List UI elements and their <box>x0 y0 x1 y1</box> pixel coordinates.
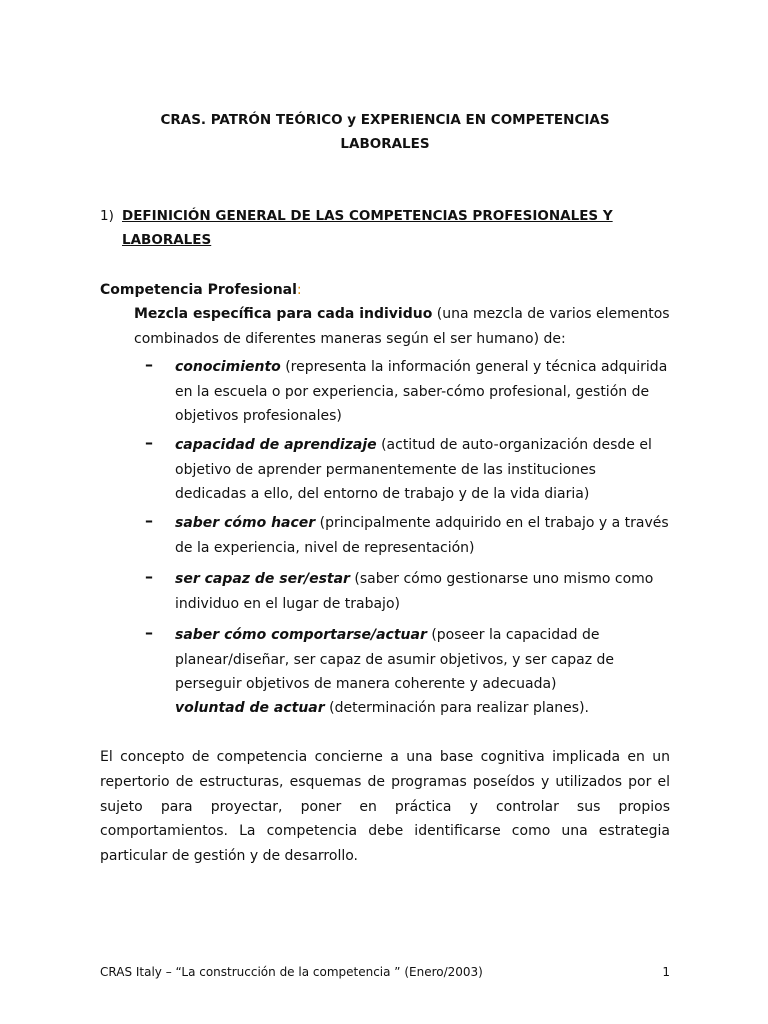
subheading <box>100 278 302 302</box>
list-item <box>145 433 670 507</box>
dash-bullet: – <box>145 355 153 374</box>
item-term: ser capaz de ser/estar <box>175 571 350 587</box>
list-item <box>145 623 670 697</box>
item-term: capacidad de aprendizaje <box>175 437 377 453</box>
item-text: (saber cómo gestionarse uno mismo como individuo en el lugar de trabajo) <box>175 571 654 612</box>
extra-term: voluntad de actuar <box>175 700 325 716</box>
section-heading-line-2: LABORALES <box>122 232 212 248</box>
dash-bullet: – <box>145 623 153 642</box>
section-number: 1) <box>100 208 114 224</box>
dash-bullet: – <box>145 567 153 586</box>
title-line-2: LABORALES <box>340 136 430 152</box>
subheading-colon: : <box>296 282 302 298</box>
list-item <box>145 355 670 429</box>
footer-text: CRAS Italy – “La construcción de la competencia ” (Enero/2003) <box>100 965 483 979</box>
item-term: saber cómo comportarse/actuar <box>175 627 427 643</box>
title-line-1: CRAS. PATRÓN TEÓRICO y EXPERIENCIA EN COMPETENCIAS <box>160 112 610 128</box>
page-number: 1 <box>662 965 670 979</box>
section-heading <box>100 204 670 252</box>
item-text: (representa la información general y técnica adquirida en la escuela o por experiencia, saber-cómo profesional, gestión de objetivos profesionales) <box>175 359 668 424</box>
extra-line <box>175 696 670 721</box>
item-text: (poseer la capacidad de planear/diseñar, ser capaz de asumir objetivos, y ser capaz de perseguir objetivos de manera coherente y adecuada) <box>175 627 615 692</box>
item-text: (actitud de auto-organización desde el objetivo de aprender permanentemente de las instituciones dedicadas a ello, del entorno de trabajo y de la vida diaria) <box>175 437 652 502</box>
page-footer <box>100 965 670 979</box>
item-text: (principalmente adquirido en el trabajo y a través de la experiencia, nivel de representación) <box>175 515 669 556</box>
list-item <box>145 511 670 560</box>
item-term: conocimiento <box>175 359 281 375</box>
list-item <box>145 567 670 616</box>
item-term: saber cómo hacer <box>175 515 316 531</box>
intro-rest: (una mezcla de varios elementos combinados de diferentes maneras según el ser humano) de: <box>134 306 670 347</box>
extra-text: (determinación para realizar planes). <box>324 700 590 716</box>
dash-bullet: – <box>145 511 153 530</box>
intro-paragraph <box>134 302 670 351</box>
dash-bullet: – <box>145 433 153 452</box>
document-title <box>100 108 670 156</box>
intro-bold: Mezcla específica para cada individuo <box>134 306 433 322</box>
section-heading-line-1: DEFINICIÓN GENERAL DE LAS COMPETENCIAS PROFESIONALES Y <box>122 208 613 224</box>
subheading-text: Competencia Profesional <box>100 282 297 298</box>
body-paragraph: El concepto de competencia concierne a una base cognitiva implicada en un repertorio de estructuras, esquemas de programas poseídos y utilizados por el sujeto para proyectar, poner en práctica y controlar sus propios comportamientos. La competencia debe identificarse como una estrategia particular de gestión y de desarrollo. <box>100 749 670 865</box>
